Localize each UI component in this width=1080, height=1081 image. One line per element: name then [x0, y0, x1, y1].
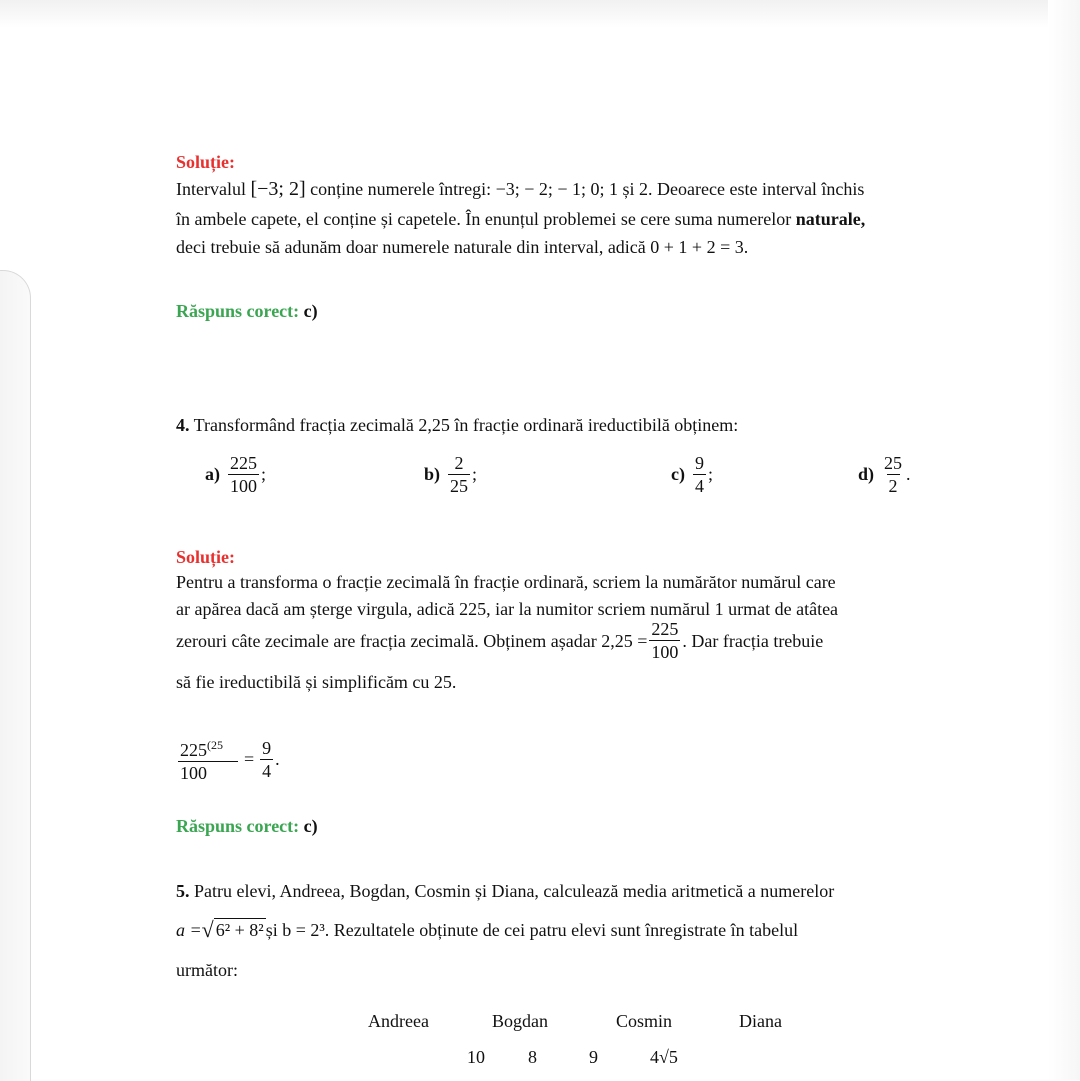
question-5-line: următor: — [176, 960, 238, 980]
table-header: Cosmin — [616, 1011, 673, 1031]
option-c: c) $\frac{9}{4}$ ; — [671, 453, 713, 496]
option-a: a) $\frac{225}{100}$ ; — [205, 453, 267, 496]
square-root: √ 6² + 8² — [201, 917, 264, 942]
solution-line: în ambele capete, el conține și capetele. În enunțul problemei se cere suma numerelor naturale, — [176, 209, 866, 229]
table-cell: 10 — [467, 1047, 485, 1067]
question-5: 5. Patru elevi, Andreea, Bogdan, Cosmin și Diana, calculează media aritmetică a numerelor — [176, 881, 835, 901]
fraction: $\frac{2}{25}$ — [450, 453, 469, 496]
question-5-line: a = √ 6² + 8² și b = 2³. Rezultatele obținute de cei patru elevi sunt înregistrate în tabelul — [176, 917, 799, 942]
option-d: d) $\frac{25}{2}$ . — [858, 453, 911, 496]
option-b: b) $\frac{2}{25}$ ; — [424, 453, 478, 496]
table-header: Bogdan — [492, 1011, 548, 1031]
solution-line: ar apărea dacă am șterge virgula, adică 225, iar la numitor scriem numărul 1 urmat de atâtea — [176, 599, 839, 619]
page-right-edge — [1048, 0, 1080, 1080]
table-cell: 8 — [528, 1047, 537, 1067]
fraction: $\frac{225}{100}$ — [651, 619, 679, 662]
fraction: $\frac{25}{2}$ — [884, 453, 903, 496]
simplification-equation: $\frac{225^{(25}}{100}$ = $\frac{9}{4}$ . — [176, 734, 280, 784]
solution-heading: Soluție: — [176, 152, 236, 172]
table-cell: 4√5 — [650, 1047, 678, 1067]
answer-line: Răspuns corect: c) — [176, 301, 318, 321]
fraction: $\frac{225}{100}$ — [230, 453, 257, 496]
solution-line: să fie ireductibilă și simplificăm cu 25. — [176, 672, 457, 692]
solution-heading: Soluție: — [176, 547, 236, 567]
solution-line: Pentru a transforma o fracție zecimală în fracție ordinară, scriem la numărător numărul care — [176, 572, 836, 592]
table-header: Diana — [739, 1011, 782, 1031]
fraction: $\frac{9}{4}$ — [694, 453, 704, 496]
solution-line: deci trebuie să adunăm doar numerele naturale din interval, adică 0 + 1 + 2 = 3. — [176, 237, 749, 257]
page-left-edge — [0, 270, 31, 1081]
page-top-edge — [0, 0, 1080, 28]
solution-line: zerouri câte zecimale are fracția zecimală. Obținem așadar 2,25 = $\frac{225}{100}$ . Dar fracția trebuie — [176, 619, 824, 662]
fraction: $\frac{225^{(25}}{100}$ — [178, 734, 238, 784]
solution-line: Intervalul [−3; 2] conține numerele întregi: −3; − 2; − 1; 0; 1 și 2. Deoarece este interval închis — [176, 178, 865, 200]
table-header: Andreea — [368, 1011, 429, 1031]
answer-line: Răspuns corect: c) — [176, 816, 318, 836]
fraction: $\frac{9}{4}$ — [262, 737, 272, 781]
table-cell: 9 — [589, 1047, 598, 1067]
question-4: 4. Transformând fracția zecimală 2,25 în fracție ordinară ireductibilă obținem: — [176, 415, 739, 435]
